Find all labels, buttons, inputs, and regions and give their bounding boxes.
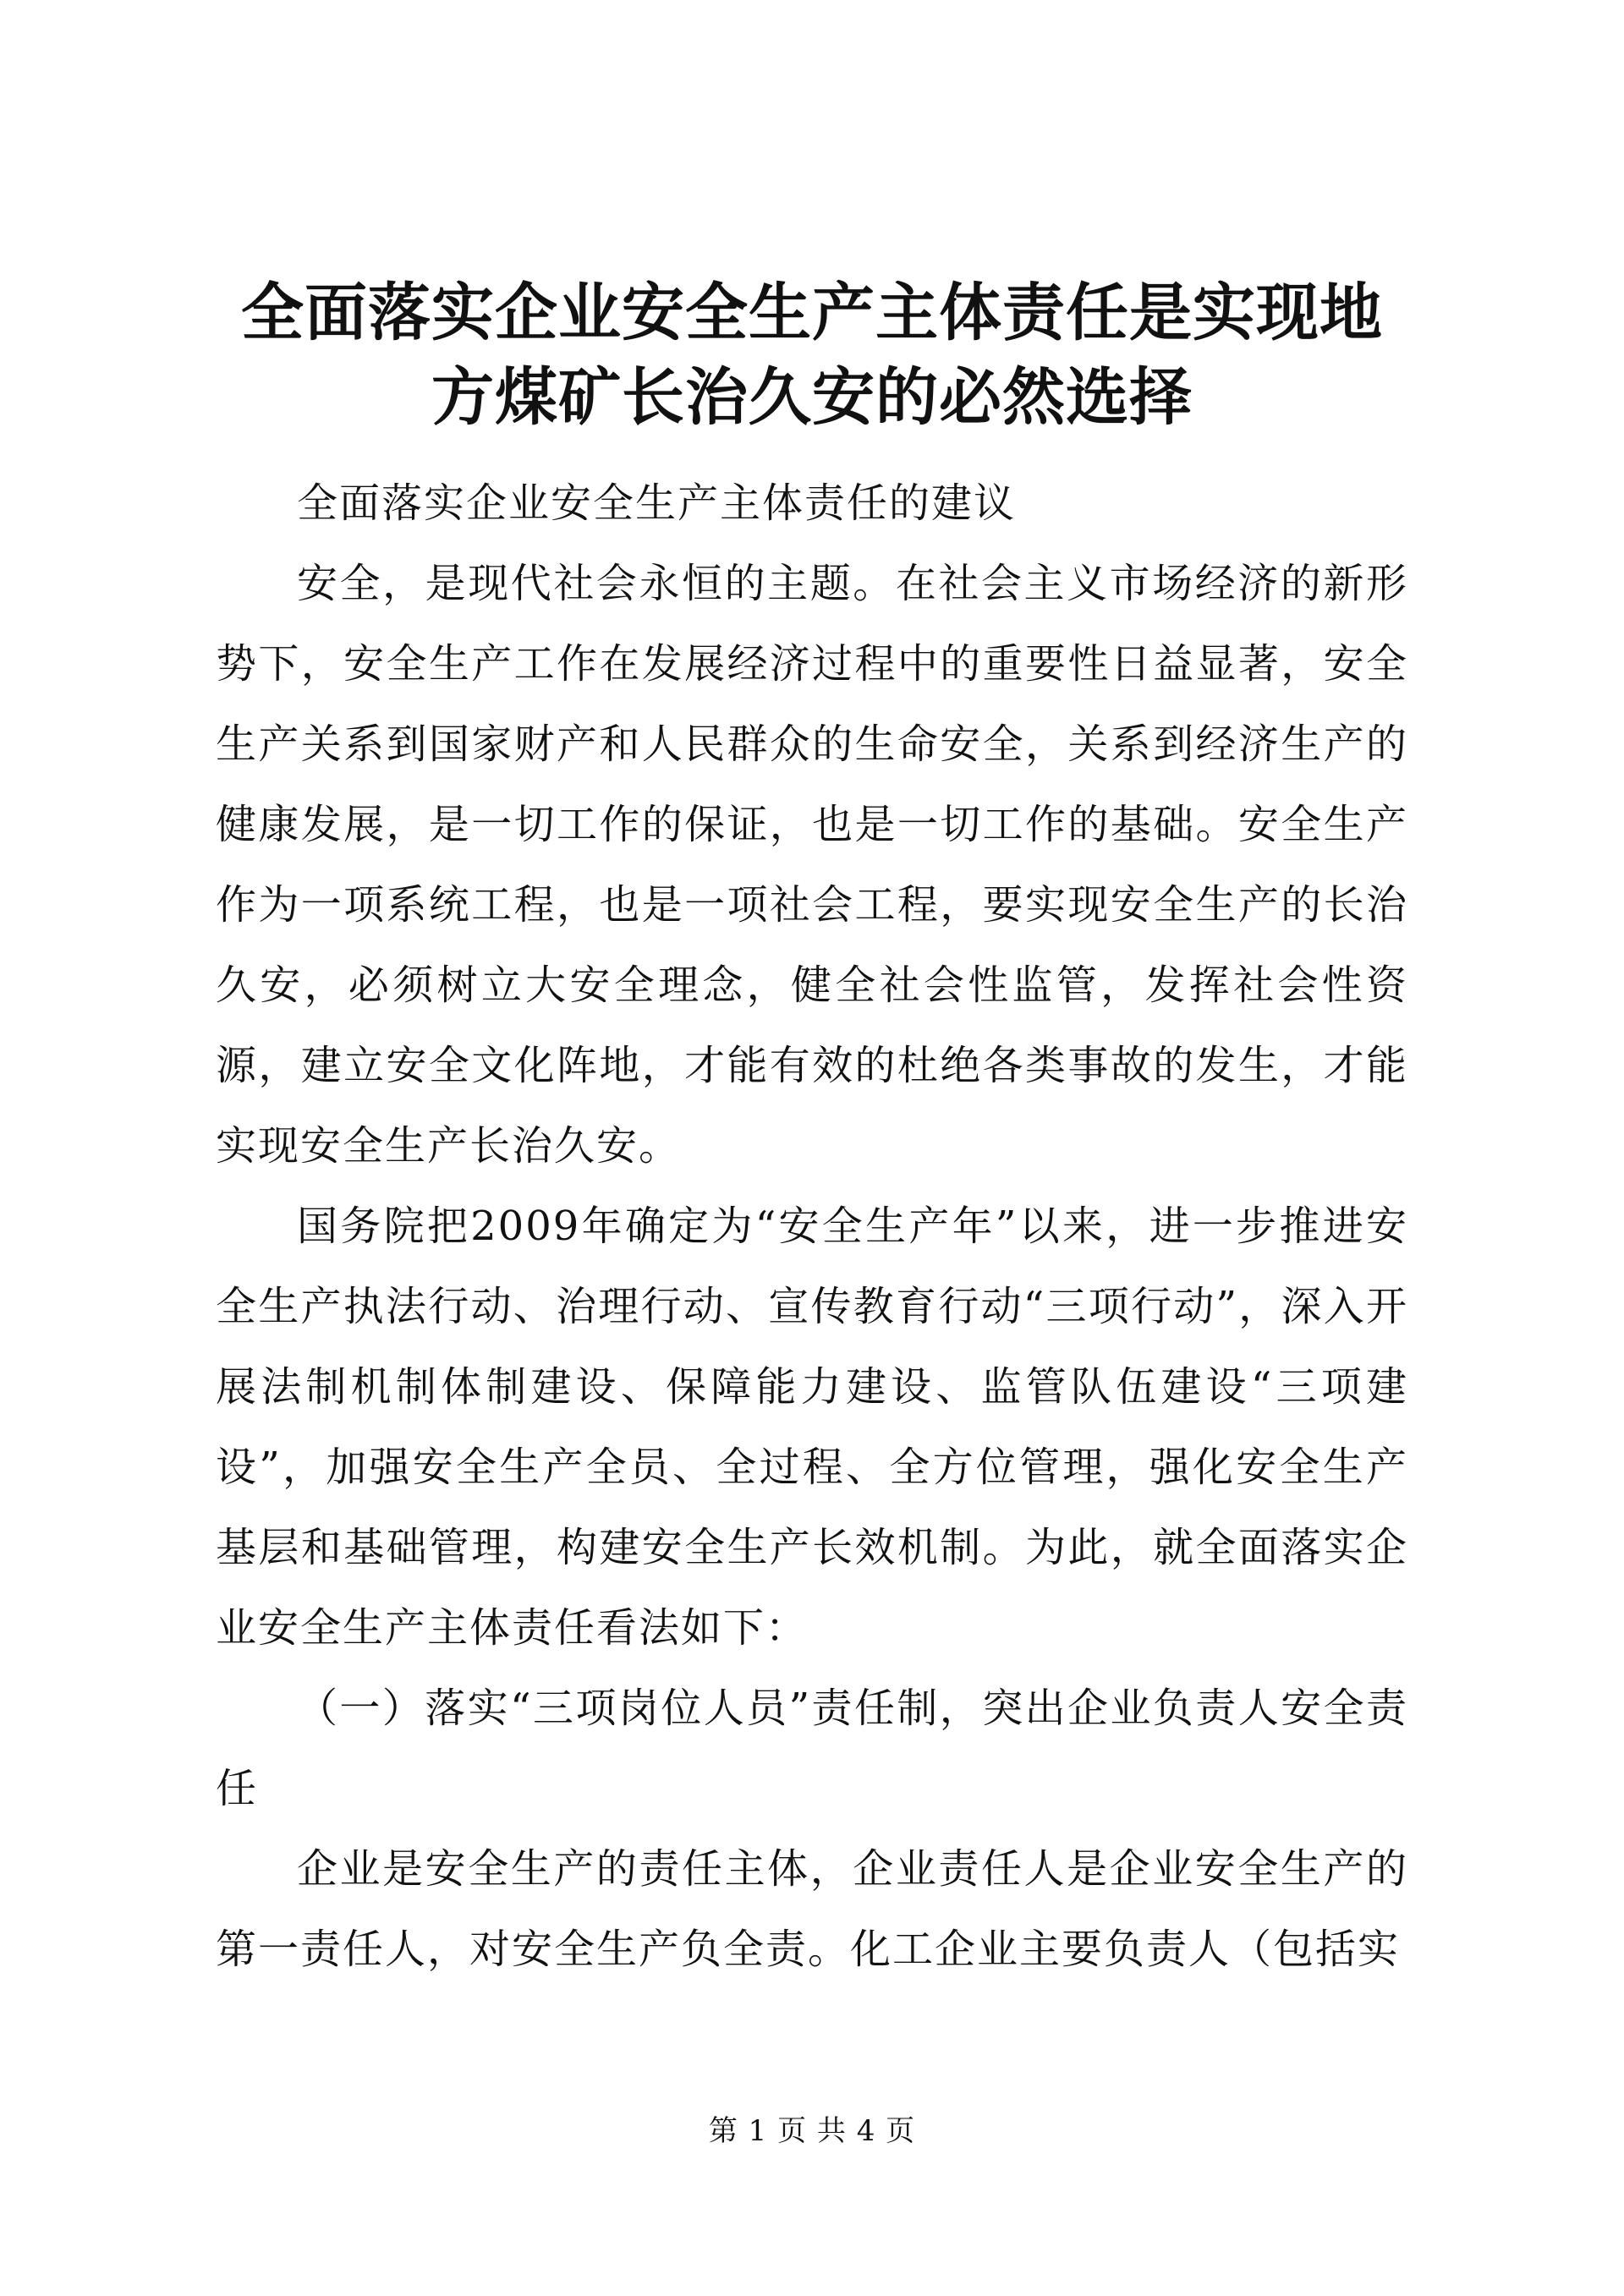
page-footer: 第 1 页 共 4 页: [708, 2114, 916, 2148]
document-body: [216, 463, 1408, 1990]
paragraph-2: 国务院把2009年确定为“安全生产年”以来，进一步推进安全生产执法行动、治理行动、宣传教育行动“三项行动”，深入开展法制机制体制建设、保障能力建设、监管队伍建设“三项建设”，加强安全生产全员、全过程、全方位管理，强化安全生产基层和基础管理，构建安全生产长效机制。为此，就全面落实企业安全生产主体责任看法如下：: [216, 1203, 1408, 1652]
paragraph-1: 安全，是现代社会永恒的主题。在社会主义市场经济的新形势下，安全生产工作在发展经济过程中的重要性日益显著，安全生产关系到国家财产和人民群众的生命安全，关系到经济生产的健康发展，是一切工作的保证，也是一切工作的基础。安全生产作为一项系统工程，也是一项社会工程，要实现安全生产的长治久安，必须树立大安全理念，健全社会性监管，发挥社会性资源，建立安全文化阵地，才能有效的杜绝各类事故的发生，才能实现安全生产长治久安。: [216, 560, 1408, 1170]
document-title: 全面落实企业安全生产主体责任是实现地方煤矿长治久安的必然选择: [241, 277, 1383, 434]
paragraph-3: 企业是安全生产的责任主体，企业责任人是企业安全生产的第一责任人，对安全生产负全责。化工企业主要负责人（包括实: [216, 1845, 1408, 1973]
paragraph-subtitle: 全面落实企业安全生产主体责任的建议: [297, 479, 1017, 527]
section-heading-1: （一）落实“三项岗位人员”责任制，突出企业负责人安全责任: [216, 1685, 1408, 1812]
